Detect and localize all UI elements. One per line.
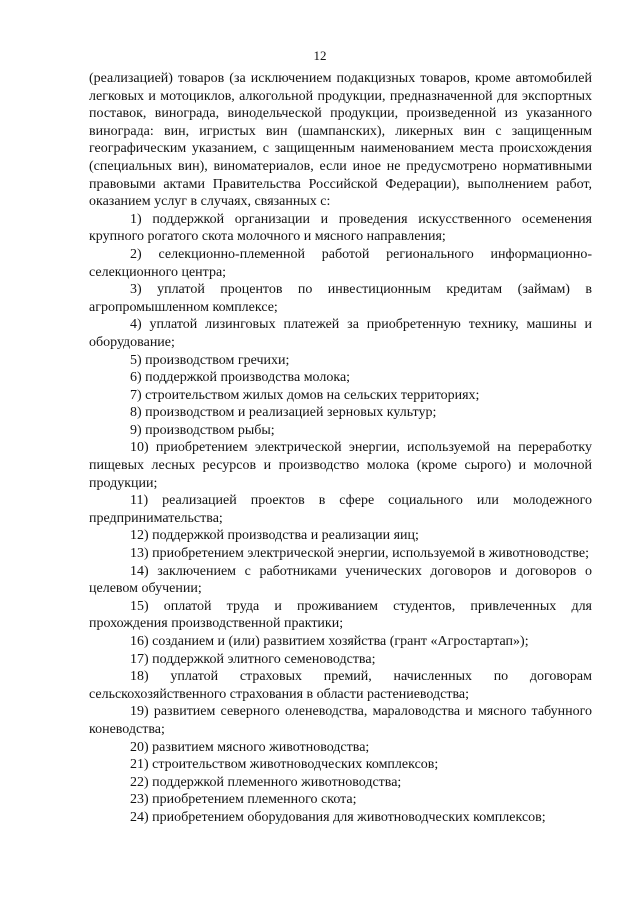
list-item: 22) поддержкой племенного животноводства; (130, 774, 402, 790)
list-item: 14) заключением с работниками ученических договоров и договоров о целевом обучении; (89, 563, 592, 597)
list-item: 5) производством гречихи; (130, 352, 290, 368)
list-item: 4) уплатой лизинговых платежей за приобретенную технику, машины и оборудование; (89, 317, 592, 350)
list-item: 18) уплатой страховых премий, начисленных по договорам сельскохозяйственного страхования в области растениеводства; (89, 669, 592, 702)
list-item: 12) поддержкой производства и реализации яиц; (130, 528, 419, 544)
list-item: 24) приобретением оборудования для животноводческих комплексов; (130, 809, 546, 825)
list-item: 9) производством рыбы; (130, 422, 275, 438)
list-item: 17) поддержкой элитного семеноводства; (130, 651, 376, 667)
list-item: 7) строительством жилых домов на сельских территориях; (130, 387, 480, 403)
list-item: 23) приобретением племенного скота; (130, 792, 357, 808)
list-item: 20) развитием мясного животноводства; (130, 739, 370, 755)
list-item: 6) поддержкой производства молока; (130, 370, 351, 386)
list-item: 13) приобретением электрической энергии, используемой в животноводстве; (130, 546, 589, 562)
list-item: 21) строительством животноводческих комплексов; (130, 757, 439, 773)
list-item: 19) развитием северного оленеводства, мараловодства и мясного табунного коневодства; (89, 704, 592, 737)
list-item: 8) производством и реализацией зерновых культур; (130, 405, 437, 421)
list-item: 11) реализацией проектов в сфере социального или молодежного предпринимательства; (89, 493, 592, 526)
list-item: 2) селекционно-племенной работой регионального информационно-селекционного центра; (89, 246, 592, 280)
list-item: 1) поддержкой организации и проведения искусственного осеменения крупного рогатого скота молочного и мясного направления; (89, 211, 592, 245)
document-body (89, 70, 592, 827)
list-item: 10) приобретением электрической энергии, используемой на переработку пищевых лесных ресурсов и производство молока (кроме сырого) и молочной продукции; (89, 440, 592, 491)
intro-paragraph: (реализацией) товаров (за исключением подакцизных товаров, кроме автомобилей легковых и мотоциклов, алкогольной продукции, предназначенной для экспортных поставок, винограда, винодельческой продукции, произведенной из указанного винограда: вин, игристых вин (шампанских), ликерных вин с защищенным географическим указанием, с защищенным наименованием места происхождения (специальных вин), виноматериалов, если иное не предусмотрено нормативными правовыми актами Правительства Российской Федерации), выполнением работ, оказанием услуг в случаях, связанных с: (89, 71, 592, 210)
list-item: 16) созданием и (или) развитием хозяйства (грант «Агростартап»); (130, 634, 529, 649)
list-item: 15) оплатой труда и проживанием студентов, привлеченных для прохождения производственной практики; (89, 598, 592, 632)
page-number: 12 (313, 48, 327, 63)
list-item: 3) уплатой процентов по инвестиционным кредитам (займам) в агропромышленном комплексе; (89, 282, 592, 315)
